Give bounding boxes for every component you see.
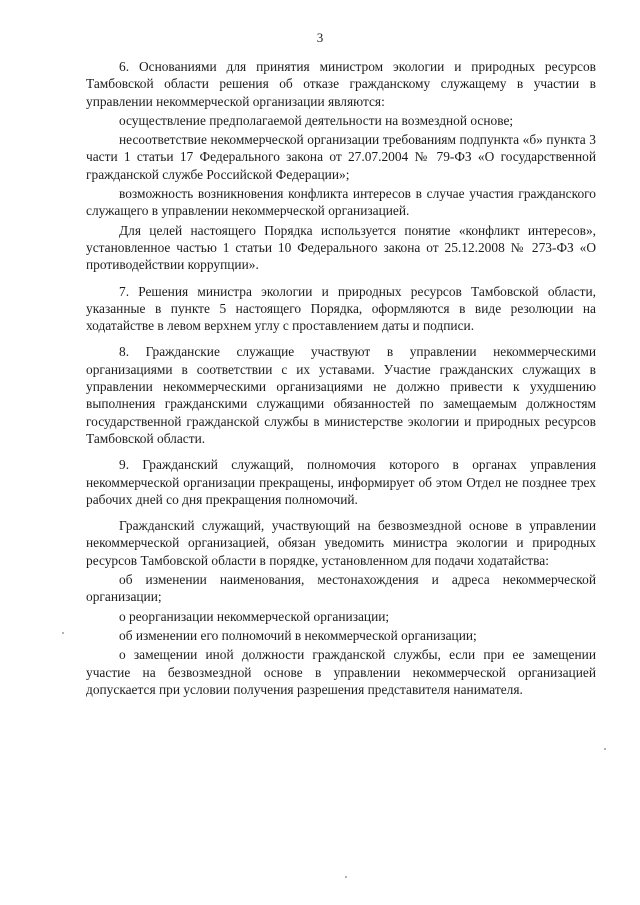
paragraph-9: 9. Гражданский служащий, полномочия которого в органах управления некоммерческой организации прекращены, информирует об этом Отдел не позднее трех рабочих дней со дня прекращения полномочий. bbox=[86, 457, 596, 507]
paragraph-conflict-definition: Для целей настоящего Порядка используется понятие «конфликт интересов», установленное частью 1 статьи 10 Федерального закона от 25.12.2008 № 273-ФЗ «О противодействии коррупции». bbox=[86, 222, 596, 273]
notification-item-powers-change: об изменении его полномочий в некоммерческой организации; bbox=[119, 627, 477, 643]
page-number: 3 bbox=[316, 30, 324, 45]
paragraph-8: 8. Гражданские служащие участвуют в управлении некоммерческими организациями в соответствии с их уставами. Участие гражданских служащих в управлении некоммерческими организациями не должно привести к ухудшению выполнения гражданскими служащими обязанностей по замещаемым должностям государственной гражданской службы в министерстве экологии и природных ресурсов Тамбовской области. bbox=[86, 344, 596, 446]
scan-speck bbox=[604, 748, 606, 750]
paragraph-6: 6. Основаниями для принятия министром экологии и природных ресурсов Тамбовской области решения об отказе гражданскому служащему в участии в управлении некоммерческой организации являются: bbox=[86, 59, 596, 109]
document-body bbox=[86, 58, 596, 698]
paragraph-7: 7. Решения министра экологии и природных ресурсов Тамбовской области, указанные в пункте 5 настоящего Порядка, оформляются в виде резолюции на ходатайстве в левом верхнем углу с проставлением даты и подписи. bbox=[86, 283, 596, 334]
paragraph-6-item-paid-basis: осуществление предполагаемой деятельности на возмездной основе; bbox=[119, 112, 514, 128]
notification-item-name-change: об изменении наименования, местонахождения и адреса некоммерческой организации; bbox=[86, 572, 596, 605]
scan-speck bbox=[62, 632, 64, 634]
scan-speck bbox=[345, 876, 347, 878]
notification-item-other-position: о замещении иной должности гражданской службы, если при ее замещении участие на безвозмездной основе в управлении некоммерческой организацией допускается при условии получения разрешения представителя нанимателя. bbox=[86, 647, 596, 697]
paragraph-6-item-conflict: возможность возникновения конфликта интересов в случае участия гражданского служащего в управлении некоммерческой организацией. bbox=[86, 186, 596, 219]
notification-item-reorganization: о реорганизации некоммерческой организации; bbox=[119, 608, 390, 624]
paragraph-6-item-nonconformity: несоответствие некоммерческой организации требованиям подпункта «б» пункта 3 части 1 статьи 17 Федерального закона от 27.07.2004 № 79-ФЗ «О государственной гражданской службе Российской Федерации»; bbox=[86, 132, 596, 182]
paragraph-9-notification: Гражданский служащий, участвующий на безвозмездной основе в управлении некоммерческой организацией, обязан уведомить министра экологии и природных ресурсов Тамбовской области в порядке, установленном для подачи ходатайства: bbox=[86, 518, 596, 568]
